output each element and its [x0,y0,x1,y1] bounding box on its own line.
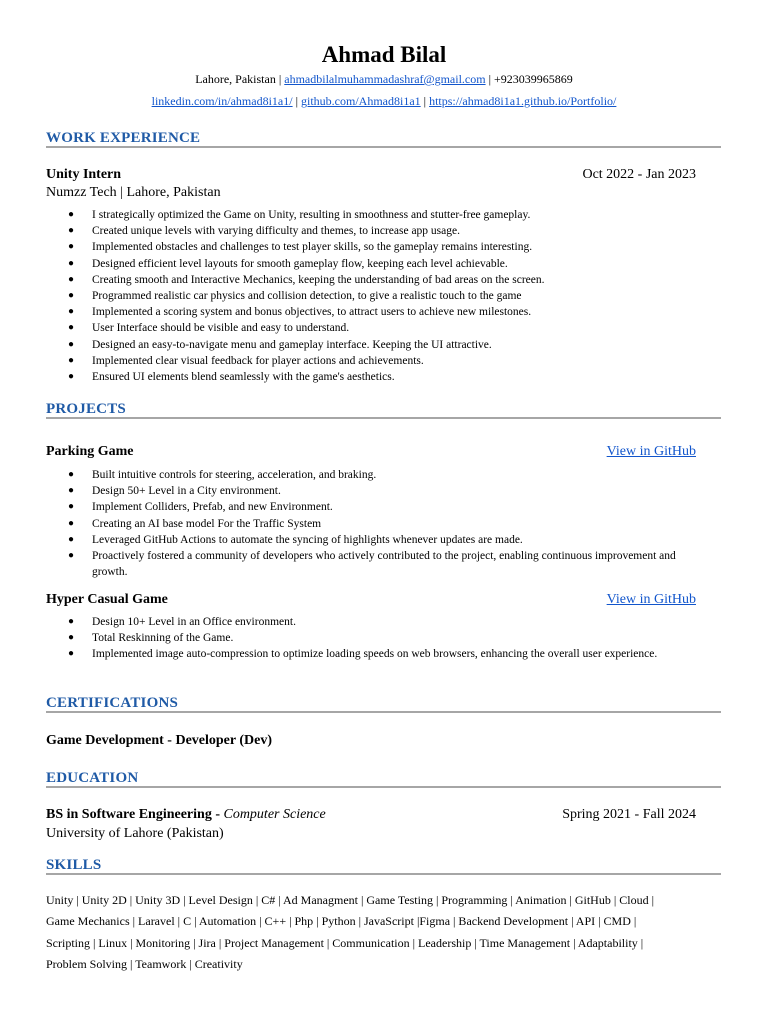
bullet-item: ● Proactively fostered a community of developers who actively contributed to the project, enabling continuous improvement and growth. [46,548,676,580]
section-divider [46,711,721,713]
bullet-item: ● Creating smooth and Interactive Mechanics, keeping the understanding of bad areas on the screen. [46,272,676,288]
bullet-item: ● Designed an easy-to-navigate menu and gameplay interface. Keeping the UI attractive. [46,337,676,353]
linkedin-link[interactable]: linkedin.com/in/ahmad8i1a1/ [151,94,293,108]
job-dates: Oct 2022 - Jan 2023 [582,167,696,182]
degree-name: BS in Software Engineering [46,807,212,822]
bullet-item: ● Creating an AI base model For the Traffic System [46,516,676,532]
section-heading-skills: SKILLS [46,857,102,873]
portfolio-link[interactable]: https://ahmad8i1a1.github.io/Portfolio/ [429,94,617,108]
skills-line: Problem Solving | Teamwork | Creativity [46,957,243,972]
bullet-item: ● Leveraged GitHub Actions to automate the syncing of highlights whenever updates are made. [46,532,676,548]
bullet-item: ● Ensured UI elements blend seamlessly with the game's aesthetics. [46,369,676,385]
bullet-item: ● User Interface should be visible and easy to understand. [46,320,676,336]
separator: | [275,72,285,86]
job-title: Unity Intern [46,167,122,182]
section-heading-education: EDUCATION [46,770,139,786]
bullet-item: ● Implemented image auto-compression to optimize loading speeds on web browsers, enhancing the overall user experience. [46,646,676,662]
project-title: Parking Game [46,444,134,459]
work-bullet-list [46,207,676,385]
bullet-item: ● Created unique levels with varying difficulty and themes, to increase app usage. [46,223,676,239]
skills-line: Scripting | Linux | Monitoring | Jira | Project Management | Communication | Leadership | Time Management | Adaptability | [46,935,644,950]
job-company: Numzz Tech | Lahore, Pakistan [46,185,221,200]
bullet-item: ● Design 10+ Level in an Office environment. [46,614,676,630]
degree-field: Computer Science [223,807,326,822]
project-github-link[interactable]: View in GitHub [606,592,696,607]
bullet-item: ● Total Reskinning of the Game. [46,630,676,646]
location: Lahore, Pakistan [195,72,276,86]
separator: - [211,807,224,822]
bullet-item: ● Implemented a scoring system and bonus objectives, to attract users to achieve new milestones. [46,304,676,320]
skills-line: Unity | Unity 2D | Unity 3D | Level Design | C# | Ad Managment | Game Testing | Programming | Animation | GitHub | Cloud | [46,893,654,907]
section-divider [46,873,721,875]
bullet-item: ● Implemented clear visual feedback for player actions and achievements. [46,353,676,369]
separator: | [292,94,301,108]
links-line [0,94,768,108]
contact-line [0,72,768,86]
bullet-item: ● Implement Colliders, Prefab, and new Environment. [46,499,676,515]
school-name: University of Lahore (Pakistan) [46,826,224,841]
separator: | [485,72,494,86]
skills-line: Game Mechanics | Laravel | C | Automation | C++ | Php | Python | JavaScript |Figma | Backend Development | API | CMD | [46,914,637,929]
separator: | [420,94,430,108]
project-title: Hyper Casual Game [46,592,168,607]
section-divider [46,417,721,419]
education-dates: Spring 2021 - Fall 2024 [562,807,696,822]
section-divider [46,786,721,788]
degree [46,807,326,823]
skills-list [46,890,716,976]
section-heading-certifications: CERTIFICATIONS [46,695,179,711]
bullet-item: ● Design 50+ Level in a City environment. [46,483,676,499]
project-github-link[interactable]: View in GitHub [606,444,696,459]
email-link[interactable]: ahmadbilalmuhammadashraf@gmail.com [284,72,486,86]
bullet-item: ● Designed efficient level layouts for smooth gameplay flow, keeping each level achievable. [46,256,676,272]
bullet-item: ● Programmed realistic car physics and collision detection, to give a realistic touch to the game [46,288,676,304]
github-link[interactable]: github.com/Ahmad8i1a1 [301,94,421,108]
section-heading-work: WORK EXPERIENCE [46,130,201,146]
phone: +923039965869 [494,72,573,86]
bullet-item: ● Built intuitive controls for steering, acceleration, and braking. [46,467,676,483]
certification-item: Game Development - Developer (Dev) [46,733,273,748]
section-heading-projects: PROJECTS [46,401,126,417]
bullet-item: ● I strategically optimized the Game on Unity, resulting in smoothness and stutter-free gameplay. [46,207,676,223]
candidate-name: Ahmad Bilal [321,42,447,67]
project-bullet-list [46,614,676,663]
project-bullet-list [46,467,676,580]
bullet-item: ● Implemented obstacles and challenges to test player skills, so the gameplay remains interesting. [46,239,676,255]
section-divider [46,146,721,148]
